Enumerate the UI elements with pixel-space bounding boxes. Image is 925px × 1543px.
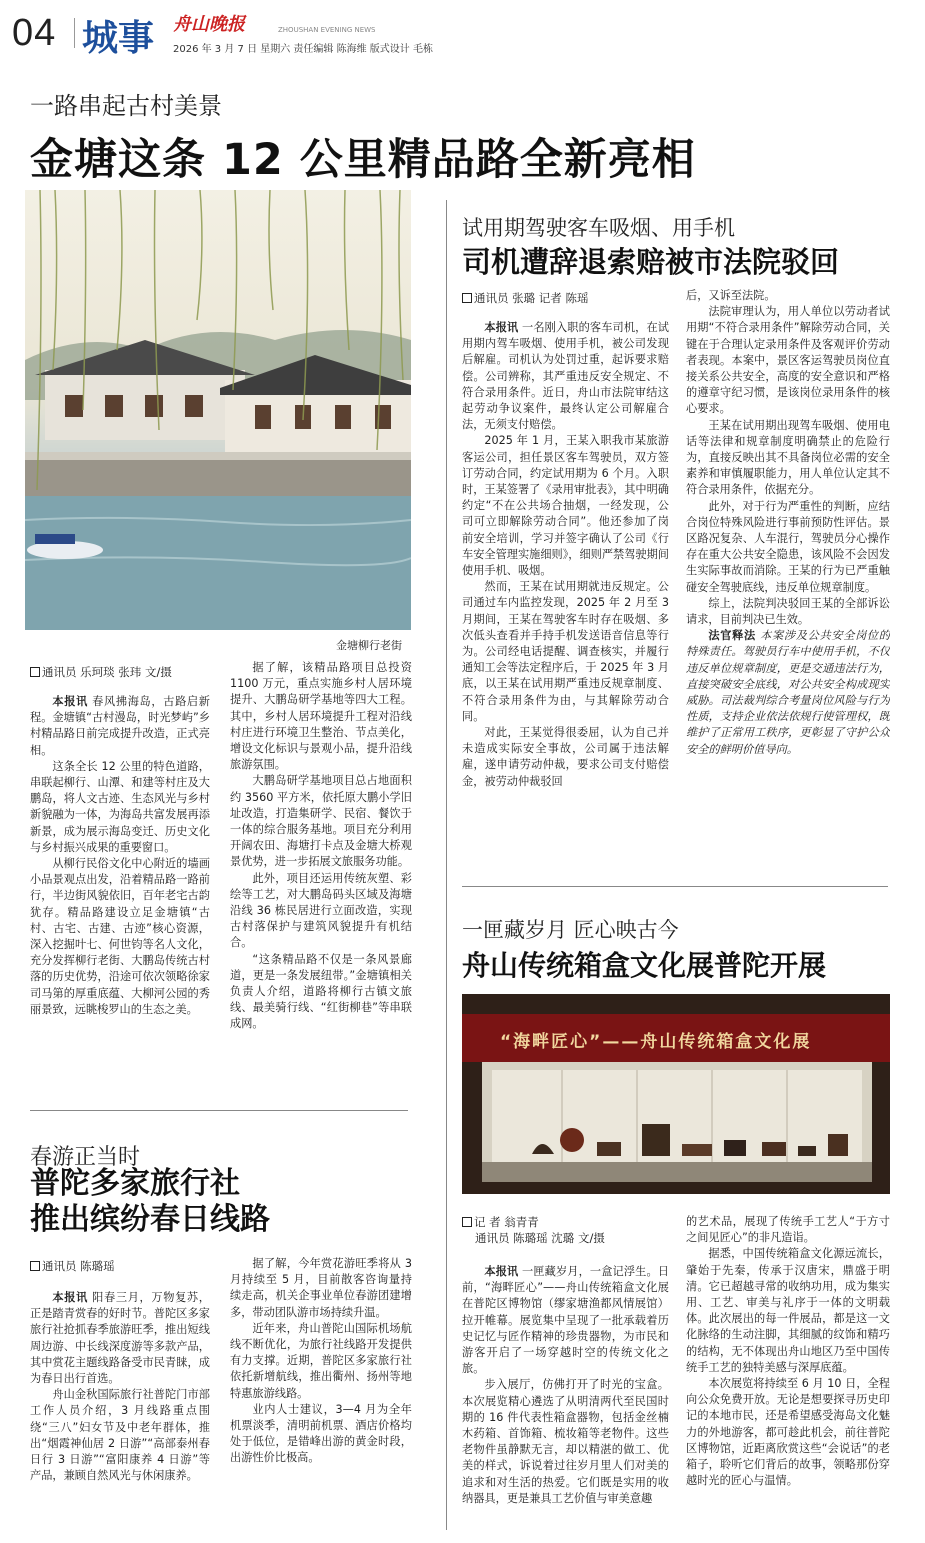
story1-byline	[30, 664, 172, 680]
story1-paragraph-text: 春风拂海岛，古路启新程。金塘镇“古村漫岛，时光梦屿”乡村精品路日前完成提升改造，正式亮相。	[30, 695, 210, 757]
story1-paragraph: 从柳行民俗文化中心附近的墙画小品景观点出发，沿着精品路一路前行，半边街风貌依旧，百年老宅古韵犹存。精品路建设立足金塘镇“古村、古宅、古建、古迹”核心资源，深入挖掘叶七、何世钧等名人文化，充分发挥柳行老街、大鹏岛传统古村落的历史优势，沿途可依次领略徐家司马第的厚重底蕴、大柳河公园的秀丽景致，远眺梭罗山的生态之美。	[30, 857, 210, 1016]
story3-paragraph	[30, 1290, 210, 1387]
judge-note-text: 本案涉及公共安全岗位的特殊责任。驾驶员行车中使用手机，不仅违反单位规章制度，更是交通违法行为，直接突破安全底线，对公共安全构成现实威胁。司法裁判综合考量岗位风险与行为性质，支持企业依法依规行使管理权，既维护了正常用工秩序，更彰显了守护公众安全的鲜明价值导向。	[686, 629, 890, 756]
story1-column-2	[230, 660, 412, 1080]
story3-paragraph-text: 阳春三月，万物复苏，正是踏青赏春的好时节。普陀区多家旅行社抢抓春季旅游旺季，推出短线周边游、中长线深度游等多款产品，其中赏花主题线路备受市民青睐，成为春日出行首选。	[30, 1291, 210, 1386]
judge-note-label: 法官释法	[708, 629, 756, 643]
story4-paragraph: 据悉，中国传统箱盒文化源远流长，肇始于先秦，传承于汉唐宋，鼎盛于明清。它已超越寻常的收纳功用，成为集实用、工艺、审美与礼序于一体的文明载体。此次展出的每一件展品，都是这一文化脉络的生动注脚，其细腻的纹饰和精巧的结构，无不体现出舟山地区乃至中国传统手工艺的独特美感与深厚底蕴。	[686, 1247, 890, 1374]
story3-byline-text: 通讯员 陈璐瑶	[42, 1259, 115, 1273]
story2-column-2	[686, 288, 890, 868]
section-title: 城事	[82, 17, 155, 59]
judge-note	[686, 628, 890, 758]
story4-byline-line1: 记 者 翁青青	[474, 1215, 539, 1229]
square-icon	[30, 1261, 40, 1271]
story3-paragraph: 舟山金秋国际旅行社普陀门市部工作人员介绍，3 月线路重点围绕“三八”妇女节及中老年群体，推出“烟霞神仙居 2 日游”“高部泰州春日行 3 日游”“富阳康养 4 日游”等产品，兼顾自然风光与休闲康养。	[30, 1388, 210, 1483]
story1-paragraph: 大鹏岛研学基地项目总占地面积约 3560 平方米，依托原大鹏小学旧址改造，打造集研学、民宿、餐饮于一体的综合服务基地。项目充分利用开阔农田、海塘打卡点及金塘大桥观景优势，进一步拓展文旅服务功能。	[230, 774, 412, 869]
story1-paragraph: 这条全长 12 公里的特色道路，串联起柳行、山潭、和建等村庄及大鹏岛，将人文古迹、生态风光与乡村新貌融为一体，为海岛共富发展再添新景，成为展示海岛变迁、历史文化与乡村振兴成果的重要窗口。	[30, 759, 210, 854]
story1-paragraph: 据了解，该精品路项目总投资 1100 万元，重点实施乡村人居环境提升、大鹏岛研学基地等四大工程。其中，乡村人居环境提升工程对沿线村庄进行环境卫生整治、节点美化，增设文化标识与景观小品，提升沿线旅游氛围。	[230, 661, 412, 772]
story4-headline: 舟山传统箱盒文化展普陀开展	[462, 949, 827, 982]
story2-column-1	[462, 320, 669, 868]
willow-street-illustration	[25, 190, 411, 630]
story3-paragraph: 业内人士建议，3—4 月为全年机票淡季，清明前机票、酒店价格均处于低位，是错峰出游的黄金时段，出游性价比极高。	[230, 1402, 412, 1465]
page-number: 04	[12, 12, 57, 54]
story2-paragraph	[462, 320, 669, 433]
story1-byline-text: 通讯员 乐珂琰 张玮 文/摄	[42, 665, 172, 679]
story3-lead-label: 本报讯	[52, 1291, 88, 1304]
story3-paragraph: 近年来，舟山普陀山国际机场航线不断优化，为旅行社线路开发提供有力支撑。近期，普陀区多家旅行社依托新增航线，推出衢州、扬州等地特惠旅游线路。	[230, 1321, 412, 1400]
story1-paragraph: 此外，项目还运用传统灰塑、彩绘等工艺，对大鹏岛码头区域及海塘沿线 36 栋民居进行立面改造，实现古村落保护与建筑风貌提升有机结合。	[230, 871, 412, 950]
story2-paragraph: 对此，王某觉得很委屈，认为自己并未造成实际安全事故，公司属于违法解雇，遂申请劳动仲裁，要求公司支付赔偿金，被劳动仲裁驳回	[462, 726, 669, 788]
story4-paragraph	[462, 1264, 669, 1377]
story3-byline	[30, 1258, 115, 1274]
story3-headline-line1: 普陀多家旅行社	[30, 1166, 240, 1201]
story4-byline	[462, 1214, 539, 1230]
story2-paragraph: 法院审理认为，用人单位以劳动者试用期“不符合录用条件”解除劳动合同，关键在于合理认定录用条件及客观评价劳动者表现。本案中，景区客运驾驶员岗位直接关系公共安全，高度的安全意识和严格的遵章守纪习惯，是该岗位录用条件的核心要求。	[686, 305, 890, 416]
story2-kicker: 试用期驾驶客车吸烟、用手机	[462, 216, 735, 240]
story3-headline-line2: 推出缤纷春日线路	[30, 1202, 270, 1237]
story4-byline-line2: 通讯员 陈璐瑶 沈璐 文/摄	[475, 1231, 605, 1245]
story2-paragraph: 后，又诉至法院。	[686, 289, 776, 302]
story3-headline	[30, 1166, 270, 1238]
story3-paragraph: 据了解，今年赏花游旺季将从 3 月持续至 5 月，目前散客咨询量持续走高，机关企事业单位春游团建增多，带动团队游市场持续升温。	[230, 1257, 412, 1319]
story1-bottom-rule	[30, 1110, 408, 1111]
story1-lead-label: 本报讯	[52, 695, 88, 708]
exhibition-banner: “海畔匠心”——舟山传统箱盒文化展	[500, 1032, 812, 1052]
story4-paragraph: 本次展览将持续至 6 月 10 日，全程向公众免费开放。无论是想要探寻历史印记的本地市民，还是希望感受海岛文化魅力的外地游客，都可趁此机会，前往普陀区博物馆，近距离欣赏这些“会说话”的老箱子，聆听它们背后的故事，领略那份穿越时光的匠心与温情。	[686, 1377, 890, 1488]
story4-kicker: 一匣藏岁月 匠心映古今	[462, 918, 679, 942]
story2-byline-text: 通讯员 张璐 记者 陈瑶	[474, 291, 589, 305]
story3-column-2	[230, 1256, 412, 1532]
story2-paragraph-text: 一名刚入职的客车司机，在试用期内驾车吸烟、使用手机，被公司发现后解雇。司机认为处罚过重，起诉要求赔偿。公司辨称，其严重违反安全规定、不符合录用条件。近日，舟山市法院审结这起劳动争议案件，最终认定公司解雇合法，无须支付赔偿。	[462, 321, 669, 432]
masthead	[0, 0, 925, 58]
story4-paragraph: 的艺术品，展现了传统手工艺人“于方寸之间见匠心”的非凡造诣。	[686, 1215, 890, 1245]
story1-kicker: 一路串起古村美景	[30, 92, 222, 120]
willow-street-photo	[25, 190, 411, 630]
exhibition-illustration	[462, 994, 890, 1194]
story1-column-1	[30, 694, 210, 1084]
square-icon	[30, 667, 40, 677]
story1-headline: 金塘这条 12 公里精品路全新亮相	[30, 135, 696, 185]
column-divider	[446, 200, 447, 1530]
story1-paragraph: “这条精品路不仅是一条风景廊道，更是一条发展纽带。”金塘镇相关负责人介绍，道路将柳行古镇文旅线、最美骑行线、“红街柳巷”等串联成网。	[230, 952, 412, 1031]
story4-paragraph-text: 一匣藏岁月，一盒记浮生。日前，“海畔匠心”——舟山传统箱盒文化展在普陀区博物馆（缪家塘渔都风情展馆）拉开帷幕。展览集中呈现了一批承载着历史记忆与匠作精神的珍贵器物，为市民和游客开启了一场穿越时空的传统文化之旅。	[462, 1265, 669, 1376]
paper-logo: 舟山晚报	[173, 14, 245, 35]
story2-headline: 司机遭辞退索赔被市法院驳回	[462, 245, 840, 279]
story2-paragraph: 2025 年 1 月，王某入职我市某旅游客运公司，担任景区客车驾驶员，双方签订劳动合同，约定试用期为 6 个月。入职时，王某签署了《录用审批表》，其中明确约定“不在公共场合抽烟，一经发现，公司可立即解除劳动合同”。他还参加了岗前安全培训，学习并签字确认了公司《行车安全管理实施细则》，细则严禁驾驶期间使用手机、吸烟。	[462, 434, 669, 578]
story2-paragraph: 王某在试用期出现驾车吸烟、使用电话等法律和规章制度明确禁止的危险行为，直接反映出其不具备岗位必需的安全素养和审慎履职能力，用人单位认定其不符合录用条件，依据充分。	[686, 418, 890, 497]
square-icon	[462, 1217, 472, 1227]
square-icon	[462, 293, 472, 303]
story4-paragraph: 步入展厅，仿佛打开了时光的宝盒。本次展览精心遴选了从明清两代至民国时期的 16 件代表性箱盒器物，包括金丝楠木药箱、首饰箱、梳妆箱等老物件。这些老物件虽静默无言，却以精湛的做工、优美的样式，诉说着过往岁月里人们对美的追求和对生活的热爱。它们既是实用的收纳器具，更是兼具工艺价值与审美意趣	[462, 1378, 669, 1505]
masthead-divider	[74, 18, 75, 48]
story2-paragraph: 然而，王某在试用期就违反规定。公司通过车内监控发现，2025 年 2 月至 3 月期间，王某在驾驶客车时存在吸烟、多次低头查看并手持手机发送语音信息等行为。公司经电话提醒、调查核实，并履行通知工会等法定程序后，于 2025 年 3 月底，以王某在试用期严重违反规章制度、不符合录用条件为由，与其解除劳动合同。	[462, 580, 669, 723]
story3-kicker: 春游正当时	[30, 1145, 141, 1170]
story2-byline	[462, 290, 588, 306]
exhibition-photo	[462, 994, 890, 1194]
story4-lead-label: 本报讯	[484, 1265, 519, 1278]
story2-lead-label: 本报讯	[484, 321, 519, 334]
story3-column-1	[30, 1290, 210, 1530]
paper-english-name: ZHOUSHAN EVENING NEWS	[278, 26, 376, 34]
story2-paragraph: 综上，法院判决驳回王某的全部诉讼请求，目前判决已生效。	[686, 596, 890, 627]
story1-paragraph	[30, 694, 210, 759]
dateline: 2026 年 3 月 7 日 星期六 责任编辑 陈海维 版式设计 毛栋	[173, 44, 433, 55]
story1-photo-caption: 金塘柳行老街	[336, 639, 402, 652]
story4-column-2	[686, 1214, 890, 1536]
story2-paragraph: 此外，对于行为严重性的判断，应结合岗位特殊风险进行事前预防性评估。景区路况复杂、人车混行，驾驶员分心操作存在重大公共安全隐患，该风险不会因发生实际事故而消除。王某的行为已严重触碰安全驾驶底线，违反单位规章制度。	[686, 499, 890, 594]
story4-column-1	[462, 1264, 669, 1534]
story2-bottom-rule	[462, 886, 888, 887]
